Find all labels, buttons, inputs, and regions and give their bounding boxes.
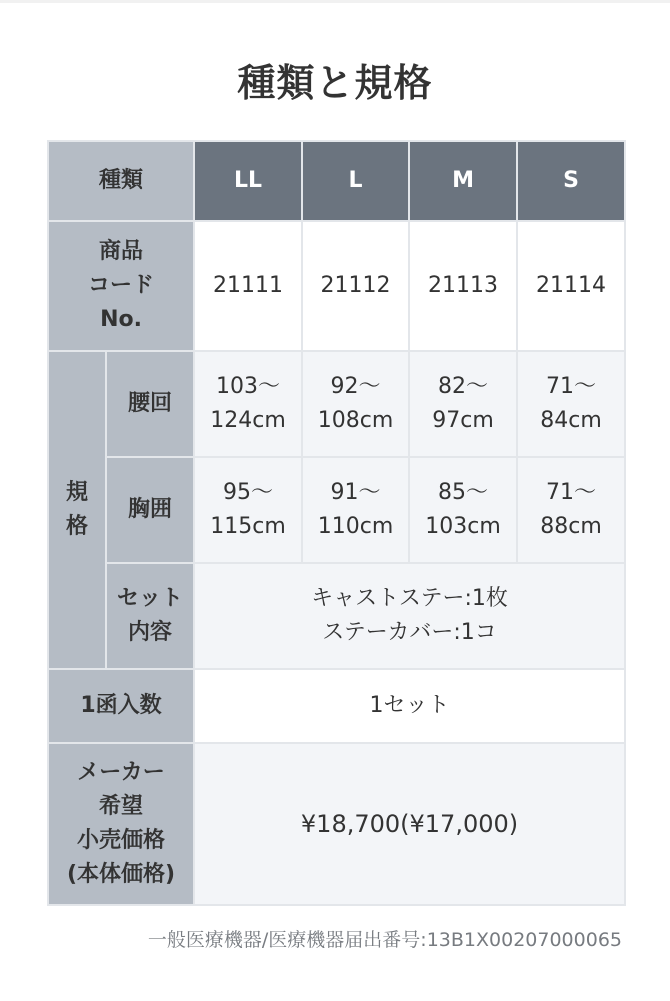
chest-row	[48, 457, 625, 563]
chest-label: 胸囲	[106, 457, 194, 563]
price-row	[48, 743, 625, 905]
product-code-ll: 21111	[194, 221, 302, 351]
chest-s: 71〜 88cm	[517, 457, 625, 563]
set-contents-row	[48, 563, 625, 669]
type-header-label: 種類	[48, 141, 194, 221]
chest-m: 85〜 103cm	[409, 457, 517, 563]
price-value: ¥18,700(¥17,000)	[194, 743, 625, 905]
product-code-l: 21112	[302, 221, 409, 351]
product-code-label: 商品 コード No.	[48, 221, 194, 351]
per-box-value: 1セット	[194, 669, 625, 743]
top-divider	[0, 0, 670, 3]
spec-table	[47, 140, 626, 906]
size-header-ll: LL	[194, 141, 302, 221]
waist-row	[48, 351, 625, 457]
size-header-l: L	[302, 141, 409, 221]
set-contents-value: キャストステー:1枚 ステーカバー:1コ	[194, 563, 625, 669]
per-box-label: 1函入数	[48, 669, 194, 743]
waist-label: 腰回	[106, 351, 194, 457]
table-header-row	[48, 141, 625, 221]
product-code-row	[48, 221, 625, 351]
chest-l: 91〜 110cm	[302, 457, 409, 563]
product-code-s: 21114	[517, 221, 625, 351]
waist-s: 71〜 84cm	[517, 351, 625, 457]
size-header-m: M	[409, 141, 517, 221]
product-code-m: 21113	[409, 221, 517, 351]
chest-ll: 95〜 115cm	[194, 457, 302, 563]
price-label: メーカー 希望 小売価格 (本体価格)	[48, 743, 194, 905]
set-contents-label: セット 内容	[106, 563, 194, 669]
waist-ll: 103〜 124cm	[194, 351, 302, 457]
waist-l: 92〜 108cm	[302, 351, 409, 457]
per-box-row	[48, 669, 625, 743]
spec-group-label: 規 格	[48, 351, 106, 669]
size-header-s: S	[517, 141, 625, 221]
page-title: 種類と規格	[237, 61, 433, 105]
registration-footnote: 一般医療機器/医療機器届出番号:13B1X00207000065	[147, 929, 622, 951]
waist-m: 82〜 97cm	[409, 351, 517, 457]
